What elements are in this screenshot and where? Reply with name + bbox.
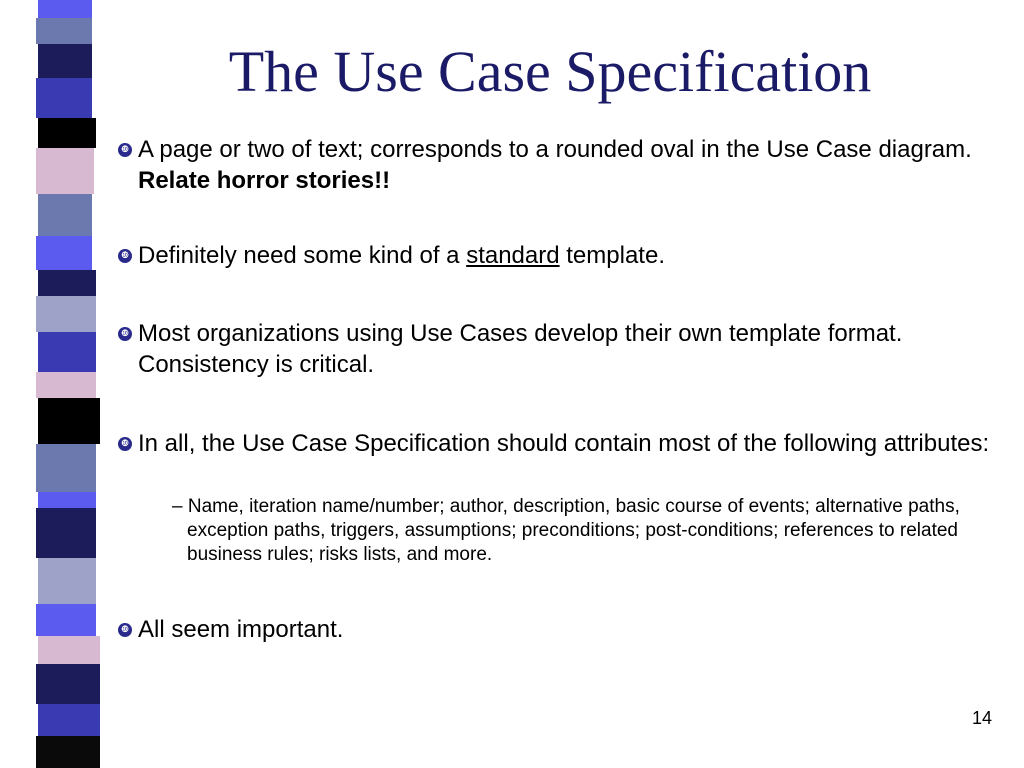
stripe-band-segment <box>38 44 92 78</box>
stripe-band-segment <box>36 18 92 44</box>
stripe-band-segment <box>38 332 96 372</box>
stripe-band-segment <box>38 398 100 444</box>
bullet-1-text: A page or two of text; corresponds to a rounded oval in the Use Case diagram. <box>138 136 972 163</box>
stripe-band-segment <box>36 372 96 398</box>
stripe-band-segment <box>36 444 96 492</box>
ornament-bullet-icon: ❿ <box>118 249 132 263</box>
bullet-1-bold-text: Relate horror stories!! <box>138 167 391 194</box>
stripe-band-segment <box>38 270 96 296</box>
slide-title: The Use Case Specification <box>228 39 872 104</box>
bullet-2-underlined-text: standard <box>466 242 560 269</box>
stripe-band-segment <box>38 558 96 604</box>
ornament-bullet-icon: ❿ <box>118 437 132 451</box>
bullet-3 <box>118 318 998 380</box>
stripe-band-segment <box>38 194 92 236</box>
stripe-band-segment <box>38 492 96 508</box>
stripe-band-segment <box>36 78 92 118</box>
ornament-bullet-icon: ❿ <box>118 143 132 157</box>
bullet-5-text: All seem important. <box>138 616 344 643</box>
stripe-band-segment <box>36 736 100 768</box>
bullet-2-text-before: Definitely need some kind of a <box>138 242 467 269</box>
bullet-1 <box>118 134 998 196</box>
page-number: 14 <box>971 708 992 728</box>
ornament-bullet-icon: ❿ <box>118 623 132 637</box>
bullet-4 <box>118 428 998 459</box>
stripe-band-segment <box>36 236 92 270</box>
stripe-band-segment <box>38 118 96 148</box>
stripe-band-segment <box>36 148 94 194</box>
stripe-band-segment <box>38 0 92 18</box>
bullet-4-subitem: – Name, iteration name/number; author, description, basic course of events; alternative paths, exception paths, triggers, assumptions; preconditions; post-conditions; references to related business rules; risks lists, and more. <box>172 496 960 565</box>
ornament-bullet-icon: ❿ <box>118 327 132 341</box>
stripe-band-segment <box>36 508 96 558</box>
stripe-band-segment <box>36 296 96 332</box>
stripe-band-segment <box>38 704 100 736</box>
decorative-stripe-band <box>0 0 120 768</box>
bullet-2 <box>118 240 998 271</box>
stripe-band-segment <box>38 636 100 664</box>
stripe-band-segment <box>36 604 96 636</box>
bullet-3-text: Most organizations using Use Cases develop their own template format. Consistency is critical. <box>138 320 903 378</box>
stripe-band-segment <box>36 664 100 704</box>
bullet-5 <box>118 614 998 645</box>
bullet-4-text: In all, the Use Case Specification should contain most of the following attributes: <box>138 430 990 457</box>
bullet-2-text-after: template. <box>559 242 665 269</box>
